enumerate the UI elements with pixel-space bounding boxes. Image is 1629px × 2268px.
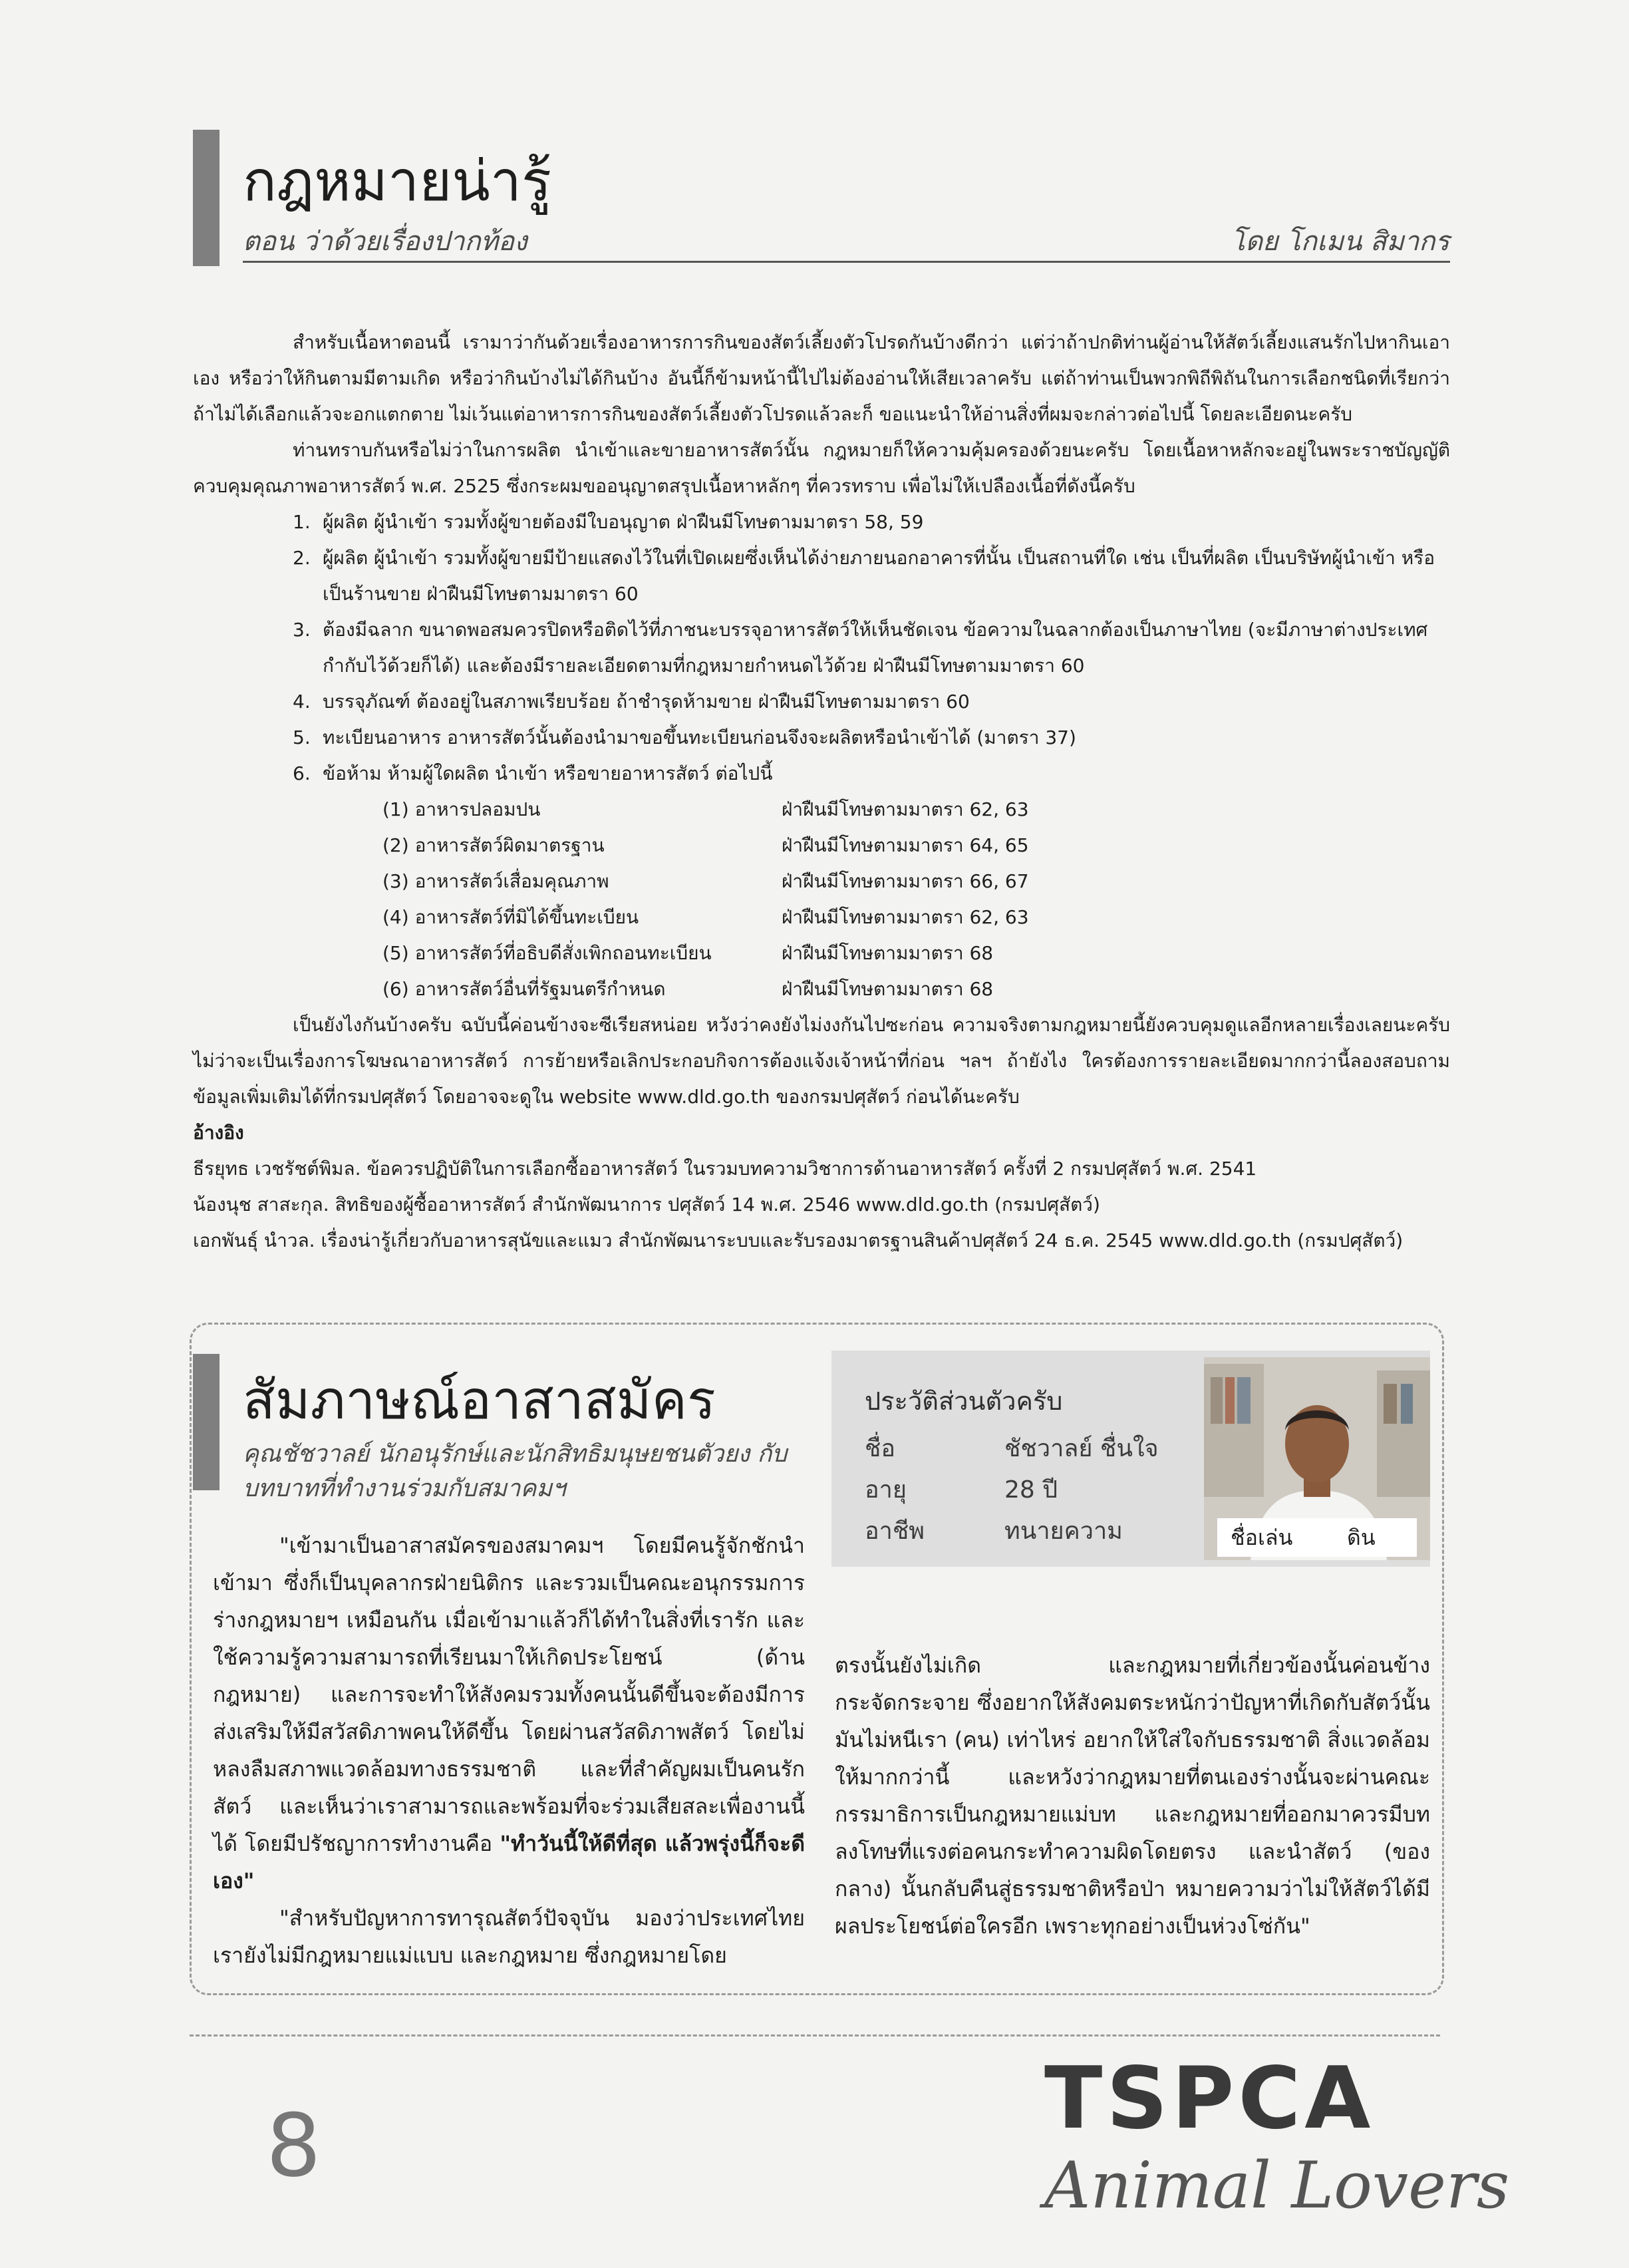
list-item: 2. ผู้ผลิต ผู้นำเข้า รวมทั้งผู้ขายมีป้ายแสดงไว้ในที่เปิดเผยซึ่งเห็นได้ง่ายภายนอกอาคารที่นั้น เป็นสถานที่ใด เช่น เป็นที่ผลิต เป็นบริษัทผู้นำเข้า หรือเป็นร้านขาย ฝ่าฝืนมีโทษตามมาตรา 60 bbox=[293, 547, 1435, 605]
nickname-value: ดิน bbox=[1347, 1525, 1376, 1550]
profile-title: ประวัติส่วนตัวครับ bbox=[865, 1386, 1063, 1416]
section-subtitle: ตอน ว่าด้วยเรื่องปากท้อง bbox=[243, 226, 527, 257]
list-item: (4) อาหารสัตว์ที่มิได้ขึ้นทะเบียน ฝ่าฝืนมีโทษตามมาตรา 62, 63 bbox=[382, 906, 1029, 928]
interview-paragraph: "สำหรับปัญหาการทารุณสัตว์ปัจจุบัน มองว่าประเทศไทย เรายังไม่มีกฎหมายแม่แบบ และกฎหมาย ซึ่งกฎหมายโดย bbox=[213, 1905, 805, 1968]
header-divider bbox=[243, 261, 1450, 263]
brand-logo: TSPCA bbox=[1044, 2049, 1375, 2148]
list-item: (5) อาหารสัตว์ที่อธิบดีสั่งเพิกถอนทะเบียน ฝ่าฝืนมีโทษตามมาตรา 68 bbox=[382, 942, 994, 964]
list-item: (6) อาหารสัตว์อื่นที่รัฐมนตรีกำหนด ฝ่าฝืนมีโทษตามมาตรา 68 bbox=[382, 978, 994, 1000]
section-accent-bar bbox=[193, 1354, 220, 1490]
list-item: 6. ข้อห้าม ห้ามผู้ใดผลิต นำเข้า หรือขายอาหารสัตว์ ต่อไปนี้ bbox=[293, 762, 773, 784]
closing-paragraph: เป็นยังไงกันบ้างครับ ฉบับนี้ค่อนข้างจะซีเรียสหน่อย หวังว่าคงยังไม่งงกันไปซะก่อน ความจริงตามกฎหมายนี้ยังควบคุมดูแลอีกหลายเรื่องเลยนะครับ ไม่ว่าจะเป็นเรื่องการโฆษณาอาหารสัตว์ การย้ายหรือเลิกประกอบกิจการต้องแจ้งเจ้าหน้าที่ก่อน ฯลฯ ถ้ายังไง ใครต้องการรายละเอียดมากกว่านี้ลองสอบถามข้อมูลเพิ่มเติมได้ที่กรมปศุสัตว์ โดยอาจจะดูใน website www.dld.go.th ของกรมปศุสัตว์ ก่อนได้นะครับ bbox=[193, 1014, 1450, 1108]
intro-paragraph: สำหรับเนื้อหาตอนนี้ เรามาว่ากันด้วยเรื่องอาหารการกินของสัตว์เลี้ยงตัวโปรดกันบ้างดีกว่า แต่ว่าถ้าปกติท่านผู้อ่านให้สัตว์เลี้ยงแสนรักไปหากินเอาเอง หรือว่าให้กินตามมีตามเกิด หรือว่ากินบ้างไม่ได้กินบ้าง อันนี้ก็ข้ามหน้านี้ไปไม่ต้องอ่านให้เสียเวลาครับ แต่ถ้าท่านเป็นพวกพิถีพิถันในการเลือกชนิดที่เรียกว่าถ้าไม่ได้เลือกแล้วจะอกแตกตาย ไม่เว้นแต่อาหารการกินของสัตว์เลี้ยงตัวโปรดแล้วละก็ ขอแนะนำให้อ่านสิ่งที่ผมจะกล่าวต่อไปนี้ โดยละเอียดนะครับ bbox=[193, 331, 1450, 425]
brand-tagline: Animal Lovers bbox=[1044, 2148, 1510, 2223]
interview-right-column bbox=[835, 1647, 1430, 1945]
list-item: (1) อาหารปลอมปน ฝ่าฝืนมีโทษตามมาตรา 62, 63 bbox=[382, 798, 1029, 820]
article-body bbox=[193, 325, 1450, 1259]
section-accent-bar bbox=[193, 130, 220, 266]
law-list bbox=[193, 504, 1450, 792]
profile-label: อายุ bbox=[865, 1476, 907, 1504]
law-paragraph: ท่านทราบกันหรือไม่ว่าในการผลิต นำเข้าและขายอาหารสัตว์นั้น กฎหมายก็ให้ความคุ้มครองด้วยนะครับ โดยเนื้อหาหลักจะอยู่ในพระราชบัญญัติควบคุมคุณภาพอาหารสัตว์ พ.ศ. 2525 ซึ่งกระผมขออนุญาตสรุปเนื้อหาหลักๆ ที่ควรทราบ เพื่อไม่ให้เปลืองเนื้อที่ดังนี้ครับ bbox=[193, 439, 1450, 497]
nickname-label: ชื่อเล่น bbox=[1231, 1525, 1293, 1550]
profile-label: ชื่อ bbox=[865, 1435, 896, 1462]
article-author: โดย โกเมน สิมากร bbox=[1231, 226, 1449, 257]
list-item: 4. บรรจุภัณฑ์ ต้องอยู่ในสภาพเรียบร้อย ถ้าชำรุดห้ามขาย ฝ่าฝืนมีโทษตามมาตรา 60 bbox=[293, 691, 970, 713]
list-item: 5. ทะเบียนอาหาร อาหารสัตว์นั้นต้องนำมาขอขึ้นทะเบียนก่อนจึงจะผลิตหรือนำเข้าได้ (มาตรา 37) bbox=[293, 727, 1076, 748]
interview-title: สัมภาษณ์อาสาสมัคร bbox=[243, 1369, 716, 1431]
list-item: 3. ต้องมีฉลาก ขนาดพอสมควรปิดหรือติดไว้ที่ภาชนะบรรจุอาหารสัตว์ให้เห็นชัดเจน ข้อความในฉลากต้องเป็นภาษาไทย (จะมีภาษาต่างประเทศกำกับไว้ด้วยก็ได้) และต้องมีรายละเอียดตามที่กฎหมายกำหนดไว้ด้วย ฝ่าฝืนมีโทษตามมาตรา 60 bbox=[293, 619, 1428, 677]
reference-item: เอกพันธุ์ นำวล. เรื่องน่ารู้เกี่ยวกับอาหารสุนัขและแมว สำนักพัฒนาระบบและรับรองมาตรฐานสินค้าปศุสัตว์ 24 ธ.ค. 2545 www.dld.go.th (กรมปศุสัตว์) bbox=[193, 1229, 1404, 1251]
profile-label: อาชีพ bbox=[865, 1518, 925, 1545]
footer-divider bbox=[190, 2034, 1440, 2036]
interview-left-column bbox=[213, 1527, 805, 1974]
profile-value: ทนายความ bbox=[1004, 1518, 1123, 1545]
reference-item: ธีรยุทธ เวชรัชต์พิมล. ข้อควรปฏิบัติในการเลือกซื้ออาหารสัตว์ ในรวมบทความวิชาการด้านอาหารสัตว์ ครั้งที่ 2 กรมปศุสัตว์ พ.ศ. 2541 bbox=[193, 1158, 1257, 1180]
profile-value: ชัชวาลย์ ชื่นใจ bbox=[1004, 1435, 1159, 1462]
list-item: (3) อาหารสัตว์เสื่อมคุณภาพ ฝ่าฝืนมีโทษตามมาตรา 66, 67 bbox=[382, 870, 1029, 892]
nickname-box bbox=[1217, 1518, 1417, 1557]
interview-paragraph: "เข้ามาเป็นอาสาสมัครของสมาคมฯ โดยมีคนรู้จักชักนำเข้ามา ซึ่งก็เป็นบุคลากรฝ่ายนิติกร และรวมเป็นคณะอนุกรรมการร่างกฎหมายฯ เหมือนกัน เมื่อเข้ามาแล้วก็ได้ทำในสิ่งที่เรารัก และใช้ความรู้ความสามารถที่เรียนมาให้เกิดประโยชน์ (ด้านกฎหมาย) และการจะทำให้สังคมรวมทั้งคนนั้นดีขึ้นจะต้องมีการส่งเสริมให้มีสวัสดิภาพคนให้ดีขึ้น โดยผ่านสวัสดิภาพสัตว์ โดยไม่หลงลืมสภาพแวดล้อมทางธรรมชาติ และที่สำคัญผมเป็นคนรักสัตว์ และเห็นว่าเราสามารถและพร้อมที่จะร่วมเสียสละเพื่องานนี้ได้ โดยมีปรัชญาการทำงานคือ "ทำวันนี้ให้ดีที่สุด แล้วพรุ่งนี้ก็จะดีเอง" bbox=[213, 1533, 806, 1893]
list-item: 1. ผู้ผลิต ผู้นำเข้า รวมทั้งผู้ขายต้องมีใบอนุญาต ฝ่าฝืนมีโทษตามมาตรา 58, 59 bbox=[293, 511, 924, 533]
list-item: (2) อาหารสัตว์ผิดมาตรฐาน ฝ่าฝืนมีโทษตามมาตรา 64, 65 bbox=[382, 834, 1029, 856]
reference-item: น้องนุช สาสะกุล. สิทธิของผู้ซื้ออาหารสัตว์ สำนักพัฒนาการ ปศุสัตว์ 14 พ.ศ. 2546 www.dld.go.th (กรมปศุสัตว์) bbox=[193, 1194, 1100, 1215]
philosophy-quote: "ทำวันนี้ให้ดีที่สุด แล้วพรุ่งนี้ก็จะดีเอง" bbox=[213, 1831, 806, 1893]
references-heading: อ้างอิง bbox=[193, 1122, 244, 1144]
profile-value: 28 ปี bbox=[1004, 1476, 1058, 1504]
prohibition-list bbox=[193, 792, 1450, 1007]
section-title: กฎหมายน่ารู้ bbox=[243, 148, 552, 214]
interview-paragraph: ตรงนั้นยังไม่เกิด และกฎหมายที่เกี่ยวข้องนั้นค่อนข้างกระจัดกระจาย ซึ่งอยากให้สังคมตระหนักว่าปัญหาที่เกิดกับสัตว์นั้นมันไม่หนีเรา (คน) เท่าไหร่ อยากให้ใส่ใจกับธรรมชาติ สิ่งแวดล้อมให้มากกว่านี้ และหวังว่ากฎหมายที่ตนเองร่างนั้นจะผ่านคณะกรรมาธิการเป็นกฎหมายแม่บท และกฎหมายที่ออกมาควรมีบทลงโทษที่แรงต่อคนกระทำความผิดโดยตรง และนำสัตว์ (ของกลาง) นั้นกลับคืนสู่ธรรมชาติหรือป่า หมายความว่าไม่ให้สัตว์ได้มีผลประโยชน์ต่อใครอีก เพราะทุกอย่างเป็นห่วงโซ่กัน" bbox=[835, 1653, 1430, 1939]
page-number: 8 bbox=[266, 2095, 321, 2196]
interview-subtitle: คุณชัชวาลย์ นักอนุรักษ์และนักสิทธิมนุษยชนตัวยง กับบทบาทที่ทำงานร่วมกับสมาคมฯ bbox=[243, 1440, 788, 1502]
